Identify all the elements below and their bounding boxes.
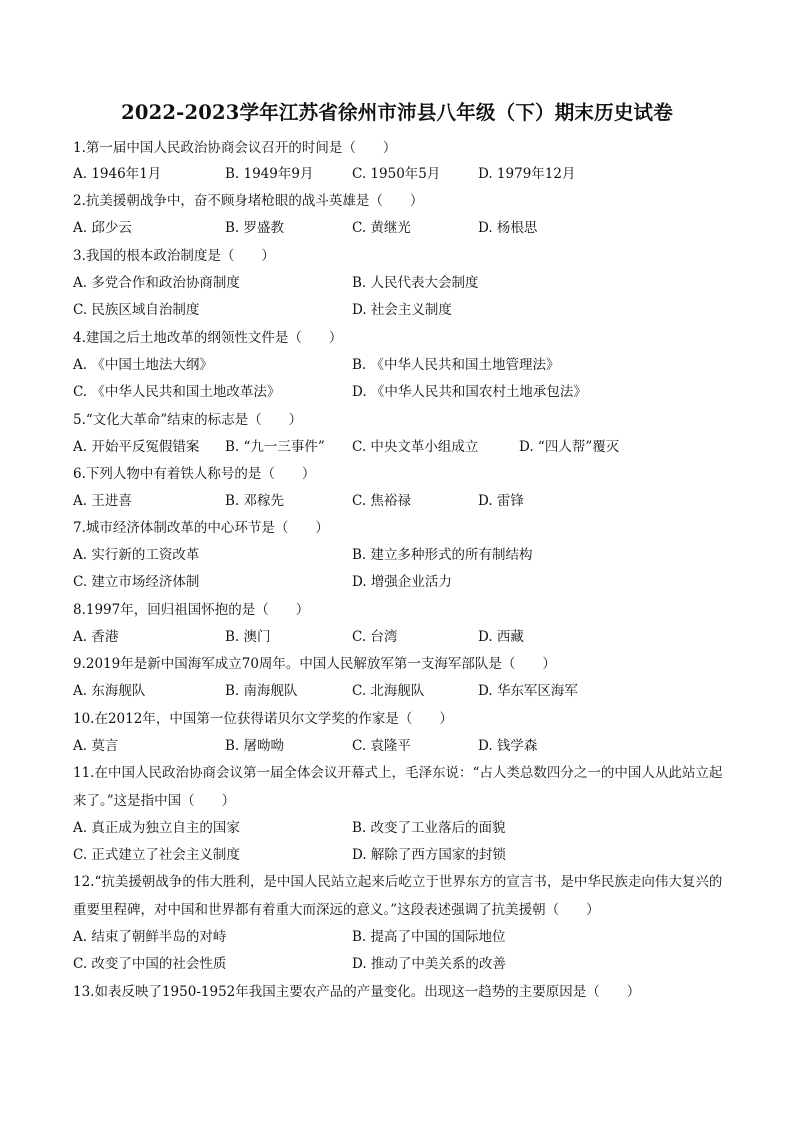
option-a: A. 香港 <box>73 629 119 645</box>
option-b: B. 改变了工业落后的面貌 <box>352 820 506 836</box>
option-b: B. 屠呦呦 <box>225 738 285 754</box>
option-b: B. 澳门 <box>225 629 271 645</box>
option-c: C. 民族区域自治制度 <box>73 302 200 318</box>
option-a: A. 东海舰队 <box>73 683 146 699</box>
option-d: D. 1979年12月 <box>478 166 576 182</box>
question-9-stem: 9.2019年是新中国海军成立70周年。中国人民解放军第一支海军部队是（ ） <box>73 656 556 672</box>
option-a: A. 开始平反冤假错案 <box>73 439 200 455</box>
option-d: D. 钱学森 <box>478 738 538 754</box>
question-3-stem: 3.我国的根本政治制度是（ ） <box>73 248 275 264</box>
option-d: D. 解除了西方国家的封锁 <box>352 847 506 863</box>
option-b: B. “九一三事件” <box>225 439 325 455</box>
option-c: C. 焦裕禄 <box>352 493 411 509</box>
option-c: C. 北海舰队 <box>352 683 425 699</box>
option-d: D. 雷锋 <box>478 493 524 509</box>
question-10-stem: 10.在2012年，中国第一位获得诺贝尔文学奖的作家是（ ） <box>73 711 453 727</box>
question-13-stem: 13.如表反映了1950-1952年我国主要农产品的产量变化。出现这一趋势的主要原因是（ ） <box>73 984 641 1000</box>
question-7-stem: 7.城市经济体制改革的中心环节是（ ） <box>73 520 329 536</box>
option-d: D. 增强企业活力 <box>352 574 452 590</box>
question-11-stem: 11.在中国人民政治协商会议第一届全体会议开幕式上，毛泽东说：“占人类总数四分之一的中国人从此站立起来了。”这是指中国（ ） <box>73 765 723 809</box>
option-a: A. 真正成为独立自主的国家 <box>73 820 240 836</box>
option-a: A. 《中国土地法大纲》 <box>73 357 213 373</box>
option-b: B. 人民代表大会制度 <box>352 275 479 291</box>
question-4-stem: 4.建国之后土地改革的纲领性文件是（ ） <box>73 330 343 346</box>
option-c: C. 黄继光 <box>352 220 411 236</box>
question-6-stem: 6.下列人物中有着铁人称号的是（ ） <box>73 466 316 482</box>
option-c: C. 正式建立了社会主义制度 <box>73 847 240 863</box>
option-a: A. 结束了朝鲜半岛的对峙 <box>73 929 227 945</box>
option-d: D. 华东军区海军 <box>478 683 578 699</box>
option-c: C. 1950年5月 <box>352 166 441 182</box>
question-2-stem: 2.抗美援朝战争中，奋不顾身堵枪眼的战斗英雄是（ ） <box>73 193 424 209</box>
option-c: C. 改变了中国的社会性质 <box>73 956 227 972</box>
option-b: B. 邓稼先 <box>225 493 285 509</box>
option-b: B. 《中华人民共和国土地管理法》 <box>352 357 560 373</box>
option-d: D. “四人帮”覆灭 <box>519 439 620 455</box>
option-d: D. 西藏 <box>478 629 524 645</box>
question-12-stem: 12.“抗美援朝战争的伟大胜利，是中国人民站立起来后屹立于世界东方的宣言书，是中华民族走向伟大复兴的重要里程碑，对中国和世界都有着重大而深远的意义。”这段表述强调了抗美援朝（ ） <box>73 874 723 918</box>
option-c: C. 中央文革小组成立 <box>352 439 479 455</box>
option-d: D. 杨根思 <box>478 220 538 236</box>
question-8-stem: 8.1997年，回归祖国怀抱的是（ ） <box>73 602 310 618</box>
option-a: A. 邱少云 <box>73 220 132 236</box>
option-d: D. 社会主义制度 <box>352 302 452 318</box>
option-a: A. 莫言 <box>73 738 119 754</box>
option-b: B. 1949年9月 <box>225 166 314 182</box>
option-b: B. 罗盛教 <box>225 220 285 236</box>
option-c: C. 《中华人民共和国土地改革法》 <box>73 384 281 400</box>
option-a: A. 1946年1月 <box>73 166 162 182</box>
question-1-stem: 1.第一届中国人民政治协商会议召开的时间是（ ） <box>73 140 397 156</box>
option-c: C. 台湾 <box>352 629 398 645</box>
option-a: A. 多党合作和政治协商制度 <box>73 275 240 291</box>
option-c: C. 袁隆平 <box>352 738 411 754</box>
question-5-stem: 5.“文化大革命”结束的标志是（ ） <box>73 412 303 428</box>
option-a: A. 王进喜 <box>73 493 132 509</box>
option-b: B. 提高了中国的国际地位 <box>352 929 506 945</box>
exam-title: 2022-2023学年江苏省徐州市沛县八年级（下）期末历史试卷 <box>121 101 673 124</box>
option-b: B. 南海舰队 <box>225 683 298 699</box>
option-d: D. 推动了中美关系的改善 <box>352 956 506 972</box>
option-b: B. 建立多种形式的所有制结构 <box>352 547 533 563</box>
option-d: D. 《中华人民共和国农村土地承包法》 <box>352 384 587 400</box>
option-c: C. 建立市场经济体制 <box>73 574 200 590</box>
option-a: A. 实行新的工资改革 <box>73 547 200 563</box>
